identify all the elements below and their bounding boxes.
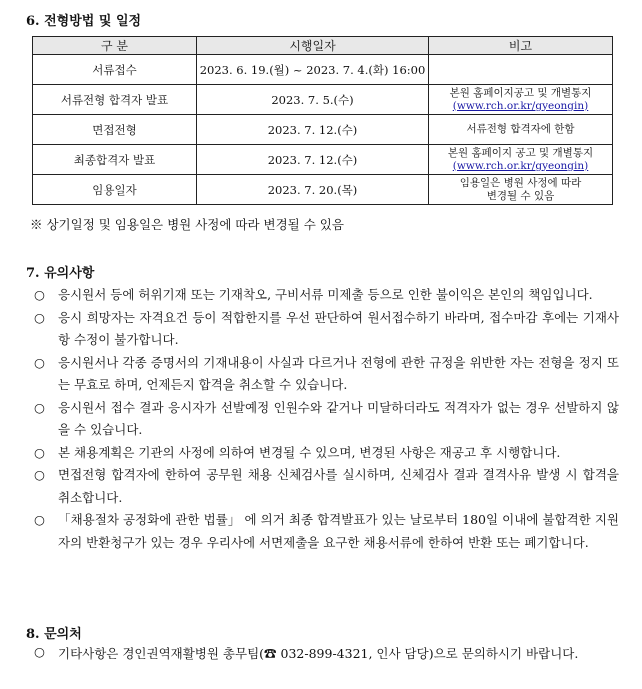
list-item-text: 응시 희망자는 자격요건 등이 적합한지를 우선 판단하여 원서접수하기 바라며, 접수마감 후에는 기재사항 수정이 불가합니다. xyxy=(58,309,619,347)
note-line: 본원 홈페이지 공고 및 개별통지 xyxy=(447,146,594,159)
row-date: 2023. 7. 12.(수) xyxy=(197,115,429,145)
list-item-text: 응시원서 등에 허위기재 또는 기재착오, 구비서류 미제출 등으로 인한 불이익은 본인의 책임입니다. xyxy=(58,287,593,302)
list-item-text: 「채용절차 공정화에 관한 법률」 에 의거 최종 합격발표가 있는 날로부터 180일 이내에 불합격한 지원자의 반환청구가 있는 경우 우리사에 서면제출을 요구한 채용서류에 한하여 반환 또는 폐기합니다. xyxy=(58,512,619,550)
list-item xyxy=(34,442,619,465)
note-line: 본원 홈페이지공고 및 개별통지 xyxy=(449,86,592,99)
row-category: 서류전형 합격자 발표 xyxy=(33,85,197,115)
list-item xyxy=(34,397,619,442)
row-date: 2023. 6. 19.(월) ~ 2023. 7. 4.(화) 16:00 xyxy=(197,55,429,85)
row-note xyxy=(429,55,613,85)
row-category: 면접전형 xyxy=(33,115,197,145)
circle-bullet-icon: ○ xyxy=(34,467,45,482)
row-date: 2023. 7. 12.(수) xyxy=(197,145,429,175)
homepage-link[interactable]: (www.rch.or.kr/gyeongin) xyxy=(452,99,589,112)
list-item-text: 본 채용계획은 기관의 사정에 의하여 변경될 수 있으며, 변경된 사항은 재공고 후 시행합니다. xyxy=(58,444,561,460)
list-item xyxy=(34,509,619,554)
row-note xyxy=(429,145,613,175)
list-item-text: 응시원서 접수 결과 응시자가 선발예정 인원수와 같거나 미달하더라도 적격자가 없는 경우 선발하지 않을 수 있습니다. xyxy=(58,399,619,437)
contact-text: 기타사항은 경인권역재활병원 총무팀(☎ 032-899-4321, 인사 담당)으로 문의하시기 바랍니다. xyxy=(58,646,579,661)
list-item xyxy=(34,464,619,509)
table-row xyxy=(33,85,613,115)
circle-bullet-icon: ○ xyxy=(34,512,45,527)
table-row xyxy=(33,145,613,175)
schedule-table xyxy=(32,36,613,205)
note-line: 임용일은 병원 사정에 따라 xyxy=(459,176,582,189)
table-row xyxy=(33,115,613,145)
section-7-title: 7. 유의사항 xyxy=(26,266,95,281)
row-category: 서류접수 xyxy=(33,55,197,85)
header-category: 구 분 xyxy=(33,37,197,55)
table-header-row xyxy=(33,37,613,55)
header-date: 시행일자 xyxy=(197,37,429,55)
contact-info xyxy=(34,644,619,662)
row-note xyxy=(429,175,613,205)
circle-bullet-icon: ○ xyxy=(34,444,45,460)
notice-list xyxy=(34,284,619,554)
row-category: 임용일자 xyxy=(33,175,197,205)
header-note: 비고 xyxy=(429,37,613,55)
note-line: 변경될 수 있음 xyxy=(486,189,555,202)
schedule-footnote: ※ 상기일정 및 임용일은 병원 사정에 따라 변경될 수 있음 xyxy=(30,217,344,232)
row-category: 최종합격자 발표 xyxy=(33,145,197,175)
section-8-title: 8. 문의처 xyxy=(26,627,82,642)
list-item-text: 면접전형 합격자에 한하여 공무원 채용 신체검사를 실시하며, 신체검사 결과 결격사유 발생 시 합격을 취소합니다. xyxy=(58,467,619,505)
row-note xyxy=(429,115,613,145)
row-date: 2023. 7. 5.(수) xyxy=(197,85,429,115)
section-6-title: 6. 전형방법 및 일정 xyxy=(26,14,142,29)
table-row xyxy=(33,55,613,85)
circle-bullet-icon: ○ xyxy=(34,287,45,302)
circle-bullet-icon: ○ xyxy=(34,354,45,370)
circle-bullet-icon: ○ xyxy=(34,399,45,415)
circle-bullet-icon: ○ xyxy=(34,644,45,659)
list-item xyxy=(34,284,619,307)
list-item-text: 응시원서나 각종 증명서의 기재내용이 사실과 다르거나 전형에 관한 규정을 위반한 자는 전형을 정지 또는 무효로 하며, 언제든지 합격을 취소할 수 있습니다. xyxy=(58,354,619,392)
note-line: 서류전형 합격자에 한함 xyxy=(466,123,575,135)
list-item xyxy=(34,352,619,397)
homepage-link[interactable]: (www.rch.or.kr/gyeongin) xyxy=(452,159,589,172)
table-row xyxy=(33,175,613,205)
row-note xyxy=(429,85,613,115)
row-date: 2023. 7. 20.(목) xyxy=(197,175,429,205)
circle-bullet-icon: ○ xyxy=(34,309,45,325)
list-item xyxy=(34,307,619,352)
